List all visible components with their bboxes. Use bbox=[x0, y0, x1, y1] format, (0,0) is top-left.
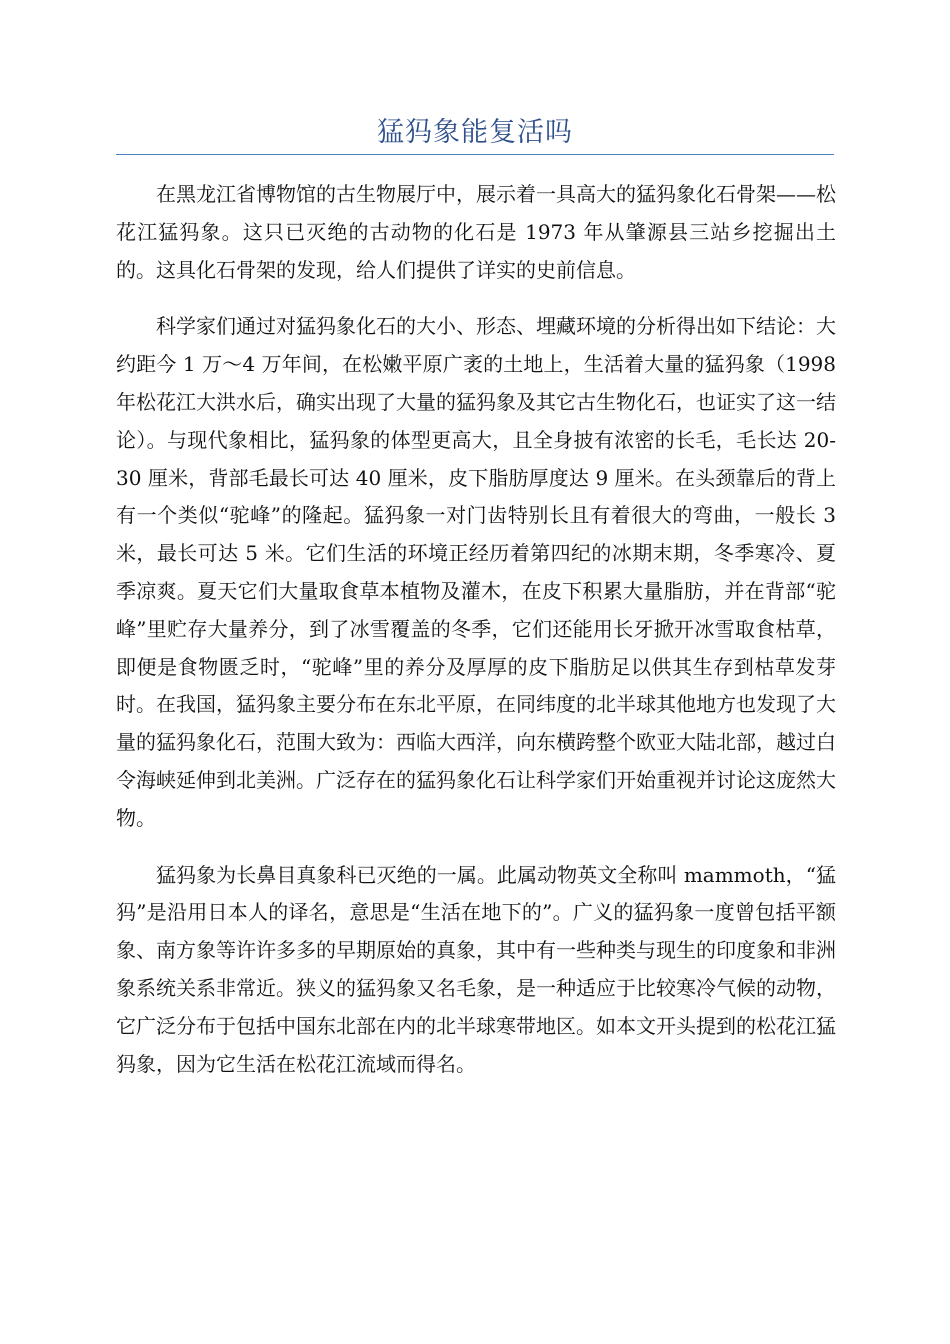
document-title: 猛犸象能复活吗 bbox=[377, 117, 573, 148]
paragraph-3: 猛犸象为长鼻目真象科已灭绝的一属。此属动物英文全称叫 mammoth，“猛犸”是沿用日本人的译名，意思是“生活在地下的”。广义的猛犸象一度曾包括平额象、南方象等许许多多的早期原始的真象，其中有一些种类与现生的印度象和非洲象系统关系非常近。狭义的猛犸象又名毛象，是一种适应于比较寒冷气候的动物，它广泛分布于包括中国东北部在内的北半球寒带地区。如本文开头提到的松花江猛犸象，因为它生活在松花江流域而得名。 bbox=[116, 862, 836, 1076]
paragraph-1: 在黑龙江省博物馆的古生物展厅中，展示着一具高大的猛犸象化石骨架——松花江猛犸象。这只已灭绝的古动物的化石是 1973 年从肇源县三站乡挖掘出土的。这具化石骨架的发现，给人们提供了详实的史前信息。 bbox=[116, 182, 836, 282]
document-body bbox=[116, 176, 836, 1102]
title-underline bbox=[116, 154, 834, 155]
paragraph-2: 科学家们通过对猛犸象化石的大小、形态、埋藏环境的分析得出如下结论：大约距今 1 万～4 万年间，在松嫩平原广袤的土地上，生活着大量的猛犸象（1998 年松花江大洪水后，确实出现了大量的猛犸象及其它古生物化石，也证实了这一结论）。与现代象相比，猛犸象的体型更高大，且全身披有浓密的长毛，毛长达 20-30 厘米，背部毛最长可达 40 厘米，皮下脂肪厚度达 9 厘米。在头颈靠后的背上有一个类似“驼峰”的隆起。猛犸象一对门齿特别长且有着很大的弯曲，一般长 3 米，最长可达 5 米。它们生活的环境正经历着第四纪的冰期末期，冬季寒冷、夏季凉爽。夏天它们大量取食草本植物及灌木，在皮下积累大量脂肪，并在背部“驼峰”里贮存大量养分，到了冰雪覆盖的冬季，它们还能用长牙掀开冰雪取食枯草，即便是食物匮乏时，“驼峰”里的养分及厚厚的皮下脂肪足以供其生存到枯草发芽时。在我国，猛犸象主要分布在东北平原，在同纬度的北半球其他地方也发现了大量的猛犸象化石，范围大致为：西临大西洋，向东横跨整个欧亚大陆北部，越过白令海峡延伸到北美洲。广泛存在的猛犸象化石让科学家们开始重视并讨论这庞然大物。 bbox=[116, 314, 836, 830]
